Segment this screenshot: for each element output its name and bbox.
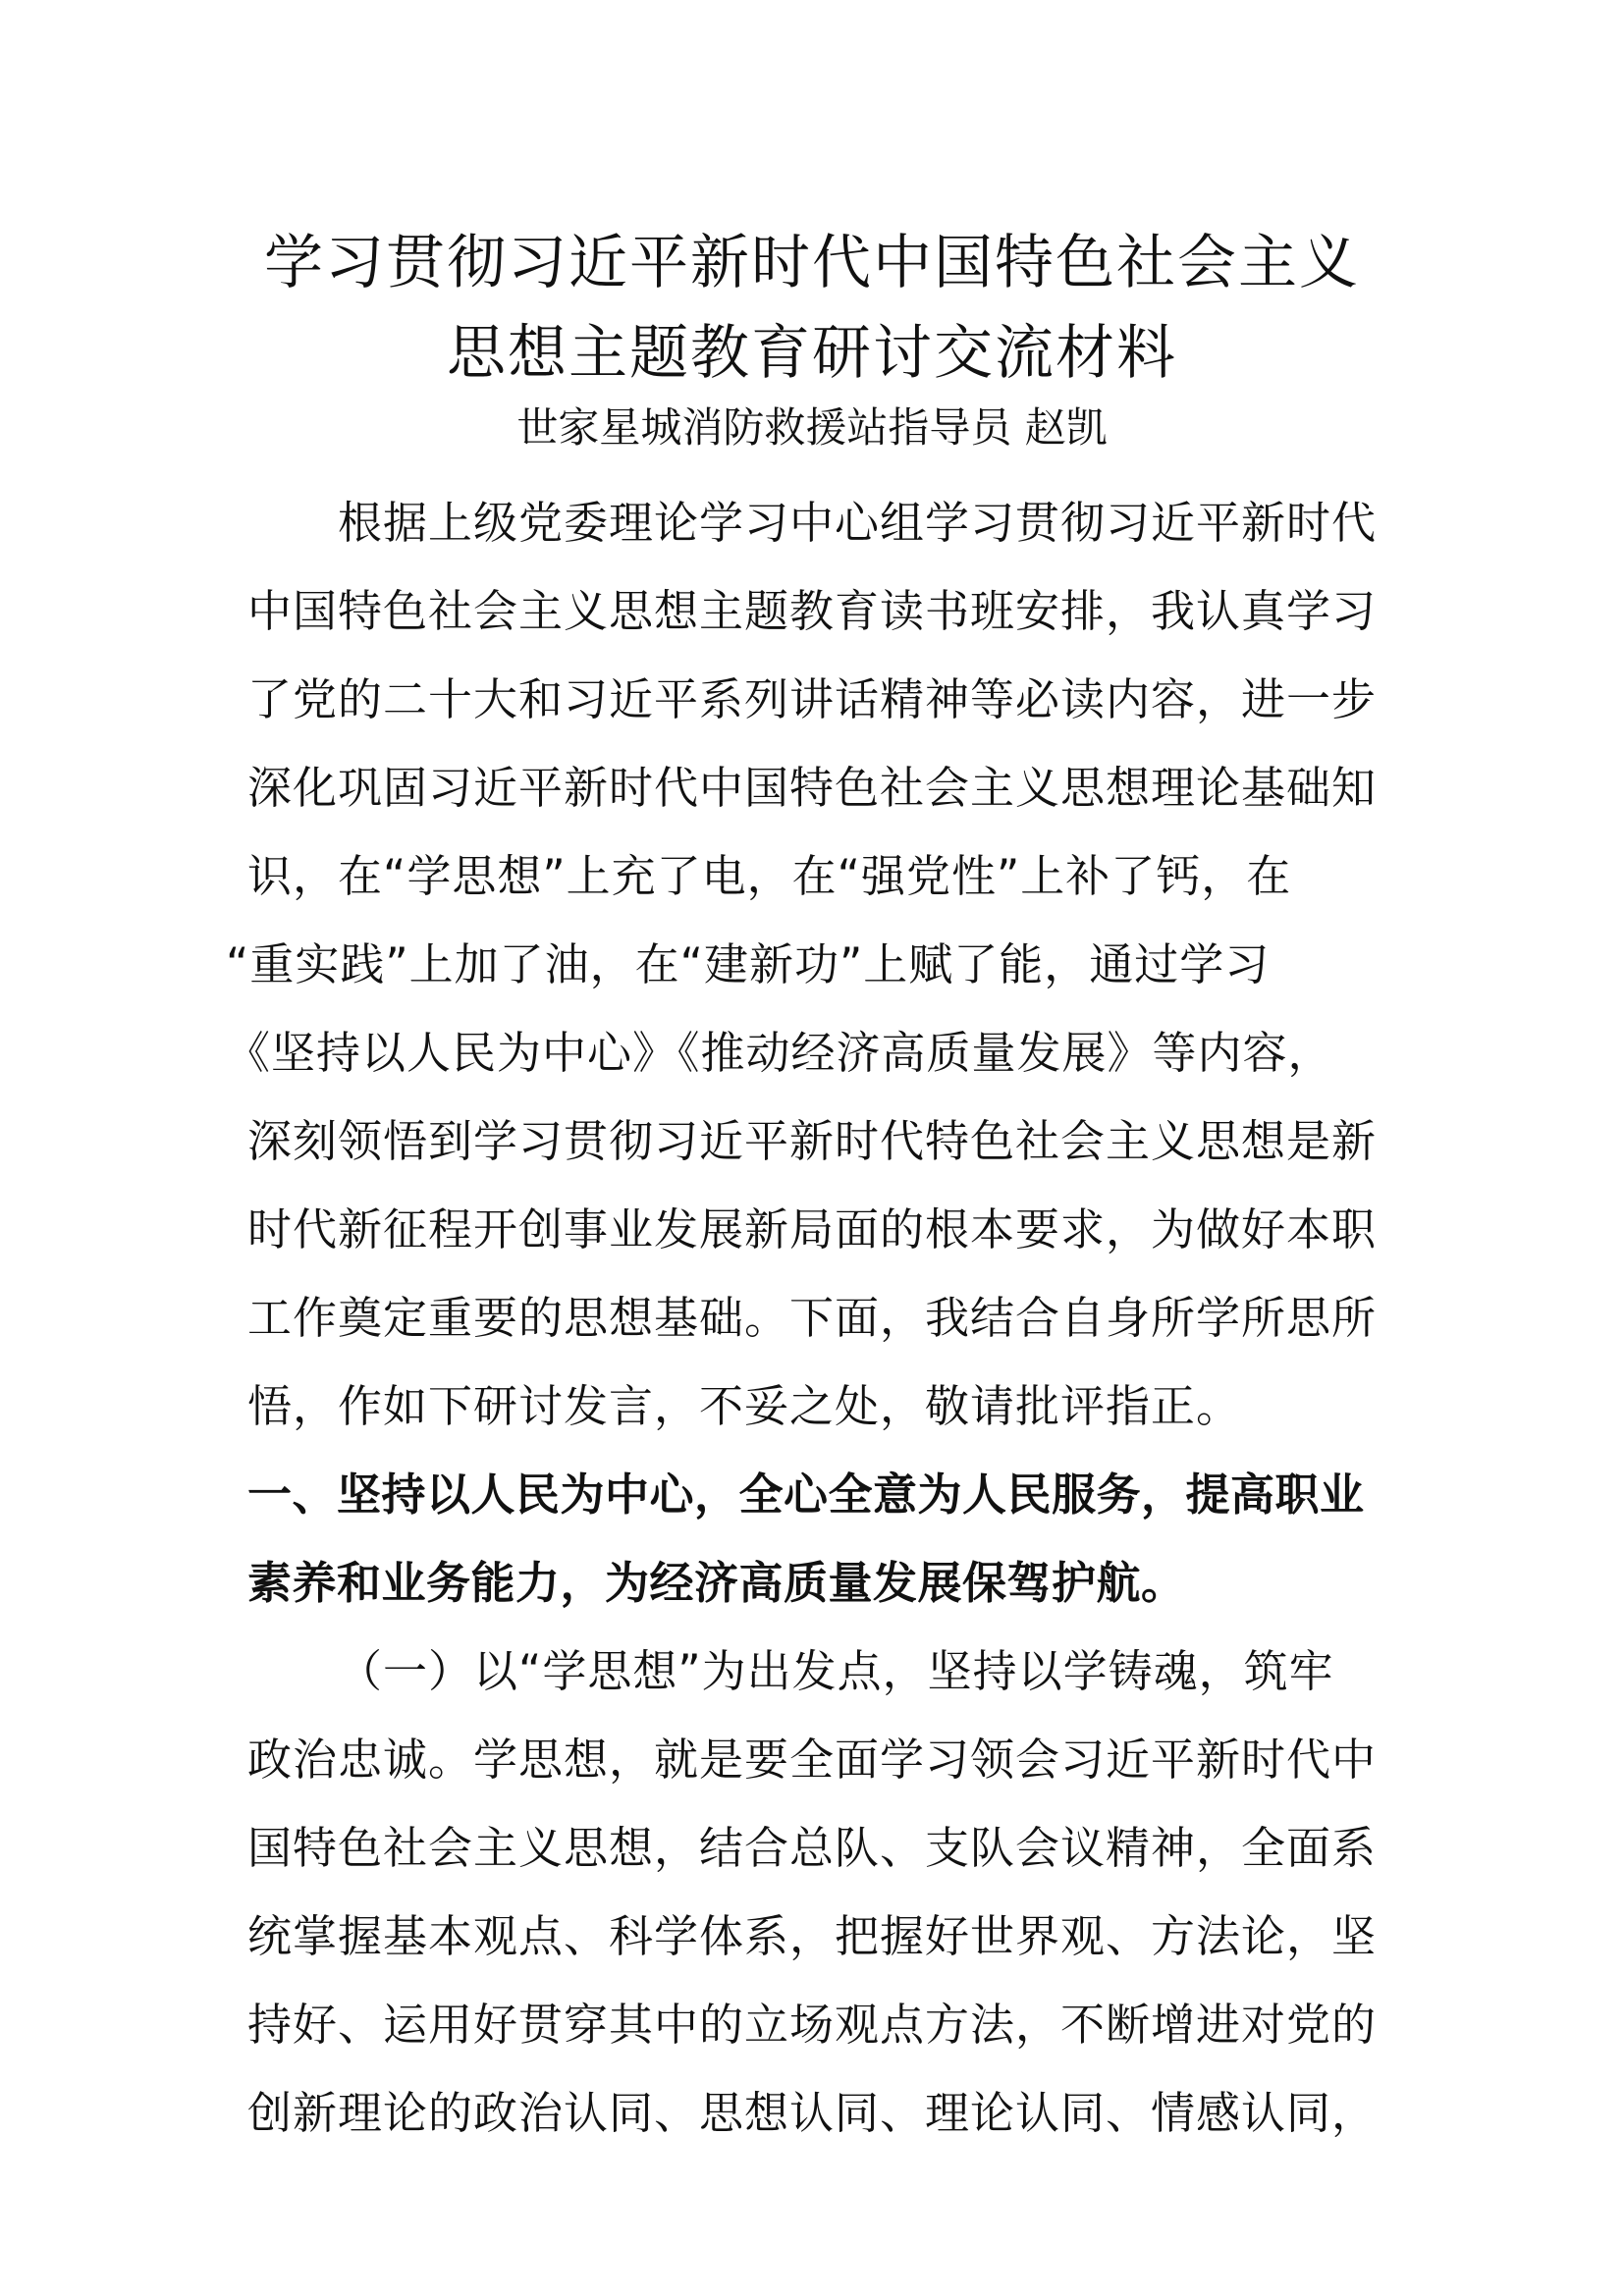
- text-line: 深刻领悟到学习贯彻习近平新时代特色社会主义思想是新: [247, 1115, 1378, 1167]
- text-line: 了党的二十大和习近平系列讲话精神等必读内容，进一步: [247, 673, 1378, 725]
- paragraph-section-1-1: [247, 1628, 1386, 2158]
- text-line: 时代新征程开创事业发展新局面的根本要求，为做好本职: [247, 1203, 1378, 1255]
- text-line: 持好、运用好贯穿其中的立场观点方法，不断增进对党的: [247, 1999, 1378, 2051]
- paragraph-intro: [226, 479, 1386, 1451]
- text-line: （一）以“学思想”为出发点，坚持以学铸魂，筑牢: [338, 1645, 1334, 1697]
- text-line: 根据上级党委理论学习中心组学习贯彻习近平新时代: [338, 497, 1378, 549]
- heading-line: 一、坚持以人民为中心，全心全意为人民服务，提高职业: [247, 1468, 1365, 1521]
- title-line-2: 思想主题教育研讨交流材料: [447, 319, 1177, 388]
- text-line: 悟，作如下研讨发言，不妥之处，敬请批评指正。: [247, 1380, 1242, 1432]
- text-line: 中国特色社会主义思想主题教育读书班安排，我认真学习: [247, 585, 1378, 637]
- author-line: 世家星城消防救援站指导员 赵凯: [516, 403, 1108, 452]
- title-line-1: 学习贯彻习近平新时代中国特色社会主义: [264, 229, 1360, 297]
- section-heading-1: [247, 1451, 1386, 1628]
- text-line: 深化巩固习近平新时代中国特色社会主义思想理论基础知: [247, 762, 1378, 814]
- text-line: 工作奠定重要的思想基础。下面，我结合自身所学所思所: [247, 1292, 1378, 1344]
- text-line: 《坚持以人民为中心》《推动经济高质量发展》等内容，: [226, 1027, 1333, 1079]
- text-line: 统掌握基本观点、科学体系，把握好世界观、方法论，坚: [247, 1910, 1378, 1962]
- heading-line: 素养和业务能力，为经济高质量发展保驾护航。: [247, 1557, 1186, 1609]
- text-line: 政治忠诚。学思想，就是要全面学习领会习近平新时代中: [247, 1734, 1378, 1786]
- text-line: “重实践”上加了油，在“建新功”上赋了能，通过学习: [226, 938, 1271, 990]
- text-line: 创新理论的政治认同、思想认同、理论认同、情感认同，: [247, 2087, 1378, 2139]
- text-line: 国特色社会主义思想，结合总队、支队会议精神，全面系: [247, 1822, 1378, 1874]
- document-body: [226, 479, 1386, 2158]
- document-title: [226, 218, 1398, 399]
- text-line: 识，在“学思想”上充了电，在“强党性”上补了钙，在: [247, 850, 1292, 902]
